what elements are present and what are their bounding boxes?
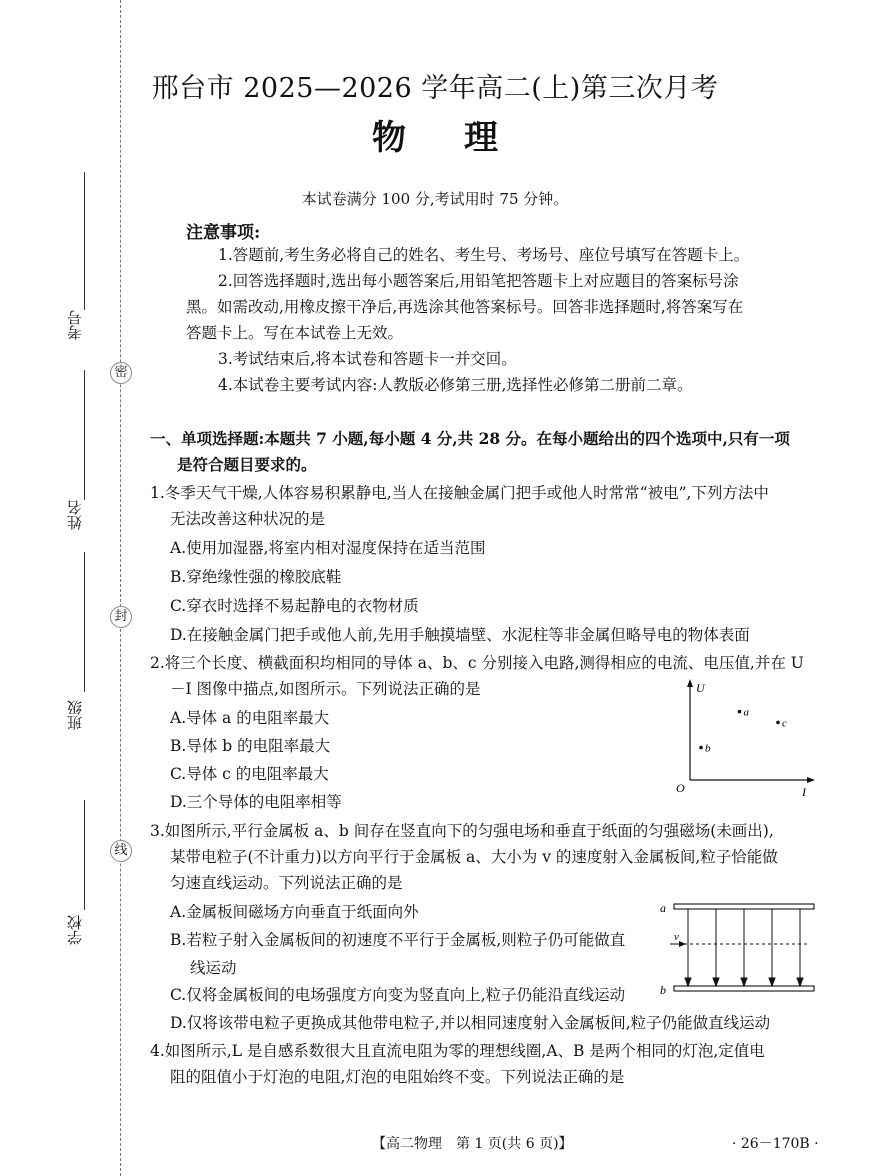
origin-label: O [676, 781, 685, 795]
question-2-option-a: A.导体 a 的电阻率最大 [170, 709, 330, 727]
notice-heading: 注意事项: [186, 223, 261, 243]
side-label-exam-number: 考号 [66, 310, 84, 340]
notice-line: 1.答题前,考生务必将自己的姓名、考生号、考场号、座位号填写在答题卡上。 [218, 246, 750, 264]
question-3-option-a: A.金属板间磁场方向垂直于纸面向外 [170, 903, 419, 921]
page-footer: 【高二物理 第 1 页(共 6 页)】 [372, 1136, 573, 1152]
name-blank [84, 370, 85, 500]
question-2-stem: －I 图像中描点,如图所示。下列说法正确的是 [170, 680, 481, 698]
question-3-stem: 3.如图所示,平行金属板 a、b 间存在竖直向下的匀强电场和垂直于纸面的匀强磁场(未画出), [150, 822, 774, 840]
notice-line: 答题卡上。写在本试卷上无效。 [186, 324, 404, 342]
seal-mark-feng: 封 [110, 606, 132, 628]
u-i-graph [670, 676, 820, 800]
question-3-option-d: D.仅将该带电粒子更换成其他带电粒子,并以相同速度射入金属板间,粒子仍能做直线运动 [170, 1014, 771, 1032]
graph-point-label-c: c [782, 717, 787, 730]
question-1-option-a: A.使用加湿器,将室内相对湿度保持在适当范围 [170, 539, 486, 557]
question-2-stem: 2.将三个长度、横截面积均相同的导体 a、b、c 分别接入电路,测得相应的电流、电压值,并在 U [150, 654, 804, 672]
question-1-stem: 无法改善这种状况的是 [170, 510, 326, 528]
binding-dashed-line [120, 0, 121, 1176]
question-1-option-b: B.穿绝缘性强的橡胶底鞋 [170, 568, 342, 586]
field-lines [685, 909, 803, 986]
question-3-stem: 某带电粒子(不计重力)以方向平行于金属板 a、大小为 v 的速度射入金属板间,粒子恰能做 [170, 848, 778, 866]
question-2-option-b: B.导体 b 的电阻率最大 [170, 737, 331, 755]
notice-line: 黑。如需改动,用橡皮擦干净后,再选涂其他答案标号。回答非选择题时,将答案写在 [186, 298, 744, 316]
plate-a [674, 904, 814, 909]
school-blank [84, 800, 85, 910]
exam-title: 邢台市 2025—2026 学年高二(上)第三次月考 [151, 73, 719, 104]
seal-mark-mi: 密 [110, 362, 132, 384]
i-axis-arrow [807, 777, 815, 783]
plate-b-label: b [660, 983, 666, 997]
notice-line: 4.本试卷主要考试内容:人教版必修第三册,选择性必修第二册前二章。 [218, 376, 693, 394]
graph-point-label-b: b [705, 742, 711, 755]
question-3-option-b: B.若粒子射入金属板间的初速度不平行于金属板,则粒子仍可能做直 [170, 931, 626, 949]
section-heading: 一、单项选择题:本题共 7 小题,每小题 4 分,共 28 分。在每小题给出的四个选项中,只有一项 [150, 429, 790, 448]
side-label-school: 学校 [66, 915, 84, 945]
question-1-option-c: C.穿衣时选择不易起静电的衣物材质 [170, 597, 419, 615]
section-heading: 是符合题目要求的。 [177, 455, 317, 474]
side-label-class: 班级 [66, 700, 84, 730]
i-axis-label: I [802, 785, 806, 799]
question-3-option-c: C.仅将金属板间的电场强度方向变为竖直向上,粒子仍能沿直线运动 [170, 986, 626, 1004]
plate-a-label: a [660, 901, 666, 915]
subject-title: 物理 [372, 118, 556, 158]
notice-line: 3.考试结束后,将本试卷和答题卡一并交回。 [218, 350, 517, 368]
graph-point-a [738, 710, 742, 714]
u-axis-arrow [687, 679, 693, 687]
exam-meta: 本试卷满分 100 分,考试用时 75 分钟。 [301, 190, 569, 208]
graph-points [699, 707, 787, 755]
question-3-stem: 匀速直线运动。下列说法正确的是 [170, 874, 403, 892]
question-1-option-d: D.在接触金属门把手或他人前,先用手触摸墙壁、水泥柱等非金属但略导电的物体表面 [170, 626, 750, 644]
notice-line: 2.回答选择题时,选出每小题答案后,用铅笔把答题卡上对应题目的答案标号涂 [218, 272, 739, 290]
question-4-stem: 阻的阻值小于灯泡的电阻,灯泡的电阻始终不变。下列说法正确的是 [170, 1068, 625, 1086]
question-2-option-d: D.三个导体的电阻率相等 [170, 793, 342, 811]
paper-code: · 26－170B · [732, 1136, 819, 1152]
u-axis-label: U [696, 681, 705, 695]
question-1-stem: 1.冬季天气干燥,人体容易积累静电,当人在接触金属门把手或他人时常常“被电”,下列方法中 [150, 484, 769, 502]
graph-point-label-a: a [743, 706, 749, 719]
graph-point-c [776, 721, 780, 725]
side-label-name: 姓名 [66, 500, 84, 530]
velocity-label: v [674, 931, 679, 943]
question-2-option-c: C.导体 c 的电阻率最大 [170, 765, 329, 783]
graph-point-b [699, 746, 703, 750]
class-blank [84, 552, 85, 692]
question-4-stem: 4.如图所示,L 是自感系数很大且直流电阻为零的理想线圈,A、B 是两个相同的灯泡,定值电 [150, 1042, 765, 1060]
question-3-option-b-cont: 线运动 [190, 959, 237, 977]
parallel-plates-figure [658, 898, 818, 1000]
seal-mark-xian: 线 [110, 840, 132, 862]
